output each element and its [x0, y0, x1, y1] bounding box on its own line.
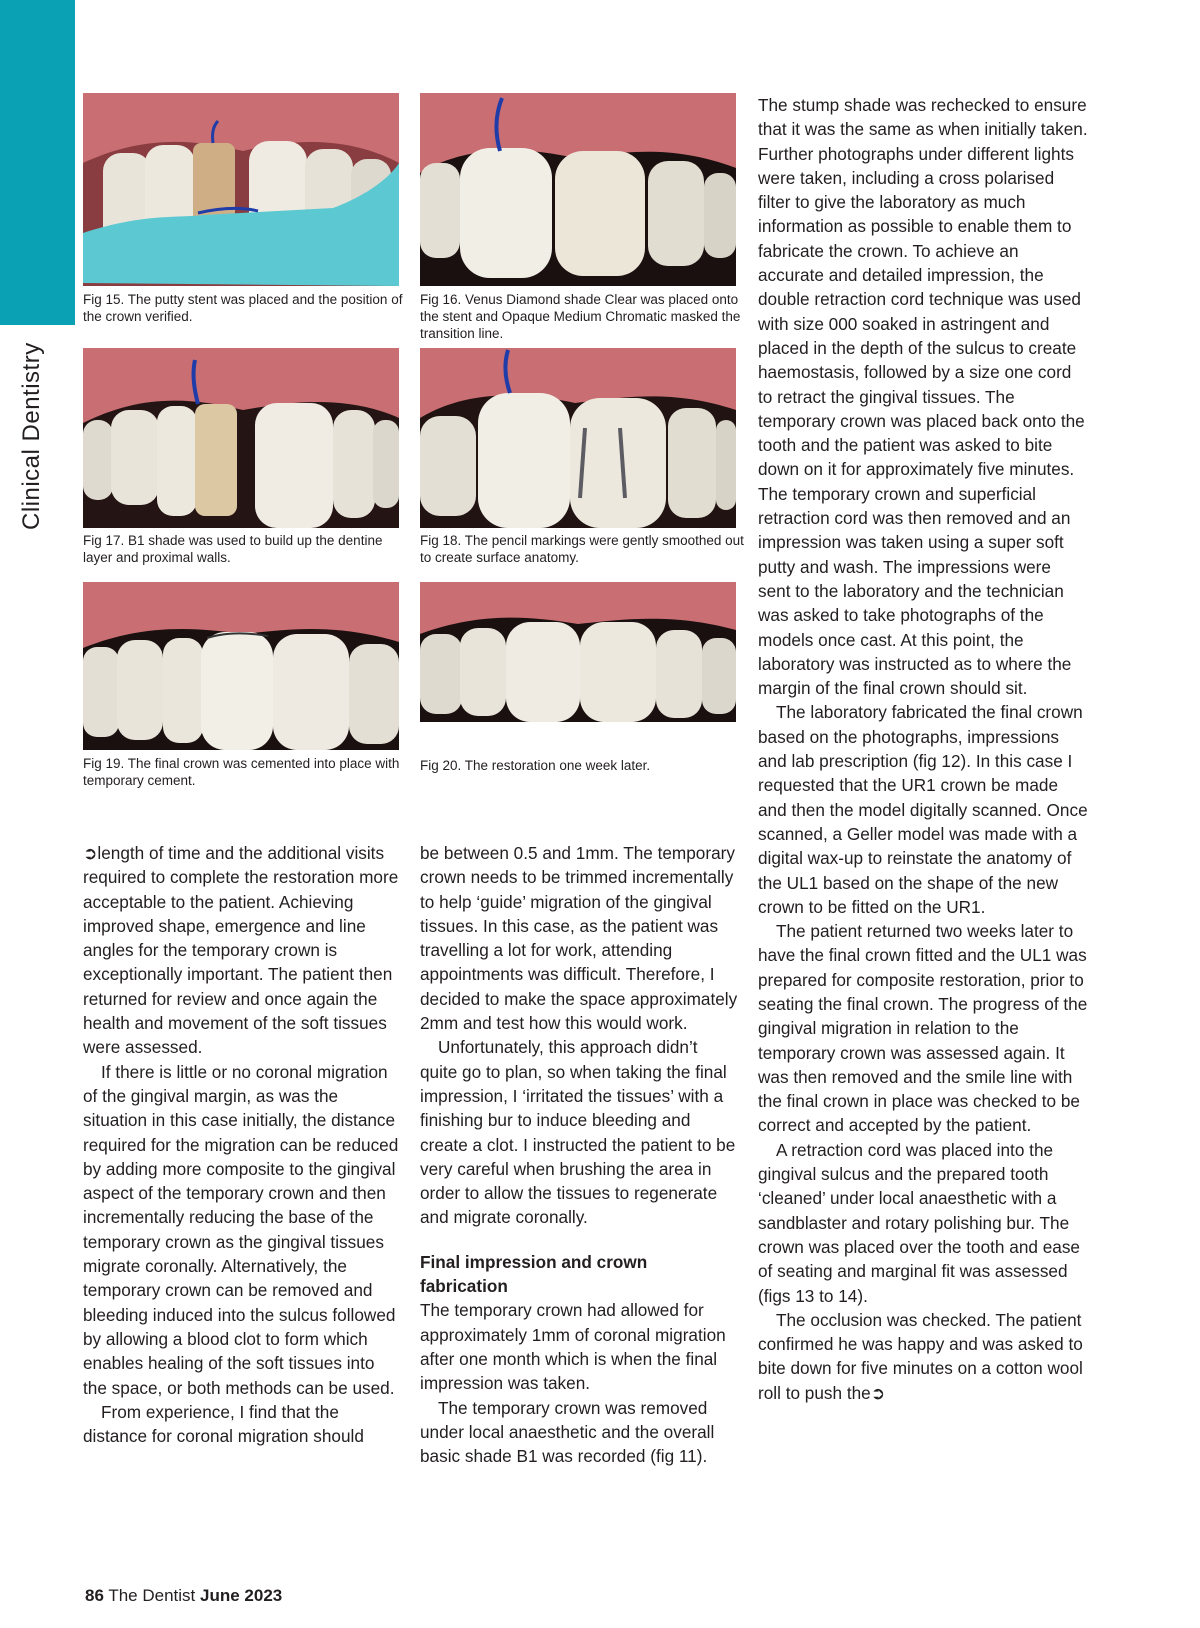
fig19-photo — [83, 582, 399, 750]
middle-paragraph-3: The temporary crown had allowed for approximately 1mm of coronal migration after one month which is when the final impression was taken. — [420, 1300, 726, 1394]
fig17-photo — [83, 348, 399, 528]
fig16-photo — [420, 93, 736, 286]
fig15-photo — [83, 93, 399, 286]
right-paragraph-4: A retraction cord was placed into the gingival sulcus and the prepared tooth ‘cleaned’ under local anaesthetic with a sandblaster and rotary polishing bur. The crown was placed over the tooth and ease of seating and marginal fit was assessed (figs 13 to 14). — [758, 1139, 1080, 1306]
fig19-caption: Fig 19. The final crown was cemented into place with temporary cement. — [83, 756, 400, 788]
right-column — [758, 93, 1088, 1405]
left-paragraph-1-text: length of time and the additional visits required to complete the restoration more acceptable to the patient. Achieving improved shape, emergence and line angles for the temporary crown is exceptionally important. The patient then returned for review and once again the health and movement of the soft tissues were assessed. — [83, 843, 399, 1058]
section-label: Clinical Dentistry — [18, 342, 45, 530]
middle-column — [420, 841, 738, 1468]
left-paragraph-3: From experience, I find that the distance for coronal migration should — [83, 1401, 364, 1447]
fig17-caption: Fig 17. B1 shade was used to build up the dentine layer and proximal walls. — [83, 533, 383, 565]
section-heading: Final impression and crown fabrication — [420, 1251, 648, 1297]
continue-arrow-icon: ➲ — [870, 1382, 886, 1403]
page-number: 86 — [85, 1586, 104, 1605]
fig18-photo — [420, 348, 736, 528]
right-paragraph-2: The laboratory fabricated the final crown based on the photographs, impressions and lab prescription (fig 12). In this case I requested that the UR1 crown be made and then the model digitally scanned. Once scanned, a Geller model was made with a digital wax-up to reinstate the anatomy of the UL1 based on the shape of the new crown to be fitted on the UR1. — [758, 702, 1088, 917]
right-paragraph-5-text: The occlusion was checked. The patient confirmed he was happy and was asked to bite down for five minutes on a cotton wool roll to push the — [758, 1309, 1083, 1403]
section-color-bar — [0, 0, 75, 325]
fig18-caption: Fig 18. The pencil markings were gently smoothed out to create surface anatomy. — [420, 533, 744, 565]
page-footer — [85, 1586, 282, 1606]
left-column — [83, 841, 401, 1448]
continued-arrow-icon: ➲ — [83, 843, 98, 863]
fig16-caption: Fig 16. Venus Diamond shade Clear was placed onto the stent and Opaque Medium Chromatic masked the transition line. — [420, 292, 741, 341]
issue-date: June 2023 — [200, 1586, 283, 1605]
fig15-caption: Fig 15. The putty stent was placed and the position of the crown verified. — [83, 292, 403, 324]
left-paragraph-2: If there is little or no coronal migration of the gingival margin, as was the situation in this case initially, the distance required for the migration can be reduced by adding more composite to the gingival aspect of the temporary crown and then incrementally reducing the base of the temporary crown as the gingival tissues migrate coronally. Alternatively, the temporary crown can be removed and bleeding induced into the sulcus followed by allowing a blood clot to form which enables healing of the soft tissues into the space, or both methods can be used. — [83, 1061, 399, 1398]
right-paragraph-1: The stump shade was rechecked to ensure that it was the same as when initially taken. Further photographs under different lights were taken, including a cross polarised filter to give the laboratory as much information as possible to enable them to fabricate the crown. To achieve an accurate and detailed impression, the double retraction cord technique was used with size 000 soaked in astringent and placed in the depth of the sulcus to create haemostasis, followed by a size one cord to retract the gingival tissues. The temporary crown was placed back onto the tooth and the patient was asked to bite down on it for approximately five minutes. The temporary crown and superficial retraction cord was then removed and an impression was taken using a super soft putty and wash. The impressions were sent to the laboratory and the technician was asked to take photographs of the models once cast. At this point, the laboratory was instructed as to where the margin of the final crown should sit. — [758, 95, 1088, 699]
right-paragraph-5 — [758, 1308, 1088, 1405]
magazine-name: The Dentist — [108, 1586, 196, 1605]
fig20-photo — [420, 582, 736, 722]
middle-paragraph-4: The temporary crown was removed under local anaesthetic and the overall basic shade B1 was recorded (fig 11). — [420, 1397, 715, 1467]
right-paragraph-3: The patient returned two weeks later to have the final crown fitted and the UL1 was prepared for composite restoration, prior to seating the final crown. The progress of the gingival migration in relation to the temporary crown was assessed again. It was then removed and the smile line with the final crown in place was checked to be correct and accepted by the patient. — [758, 921, 1088, 1136]
middle-paragraph-2: Unfortunately, this approach didn’t quite go to plan, so when taking the final impression, I ‘irritated the tissues’ with a finishing bur to induce bleeding and create a clot. I instructed the patient to be very careful when brushing the area in order to allow the tissues to regenerate and migrate coronally. — [420, 1037, 736, 1228]
fig20-caption: Fig 20. The restoration one week later. — [420, 758, 651, 773]
middle-paragraph-1: be between 0.5 and 1mm. The temporary crown needs to be trimmed incrementally to help ‘guide’ migration of the gingival tissues. In this case, as the patient was travelling a lot for work, attending appointments was difficult. Therefore, I decided to make the space approximately 2mm and test how this would work. — [420, 843, 738, 1034]
left-paragraph-1 — [83, 841, 401, 1060]
